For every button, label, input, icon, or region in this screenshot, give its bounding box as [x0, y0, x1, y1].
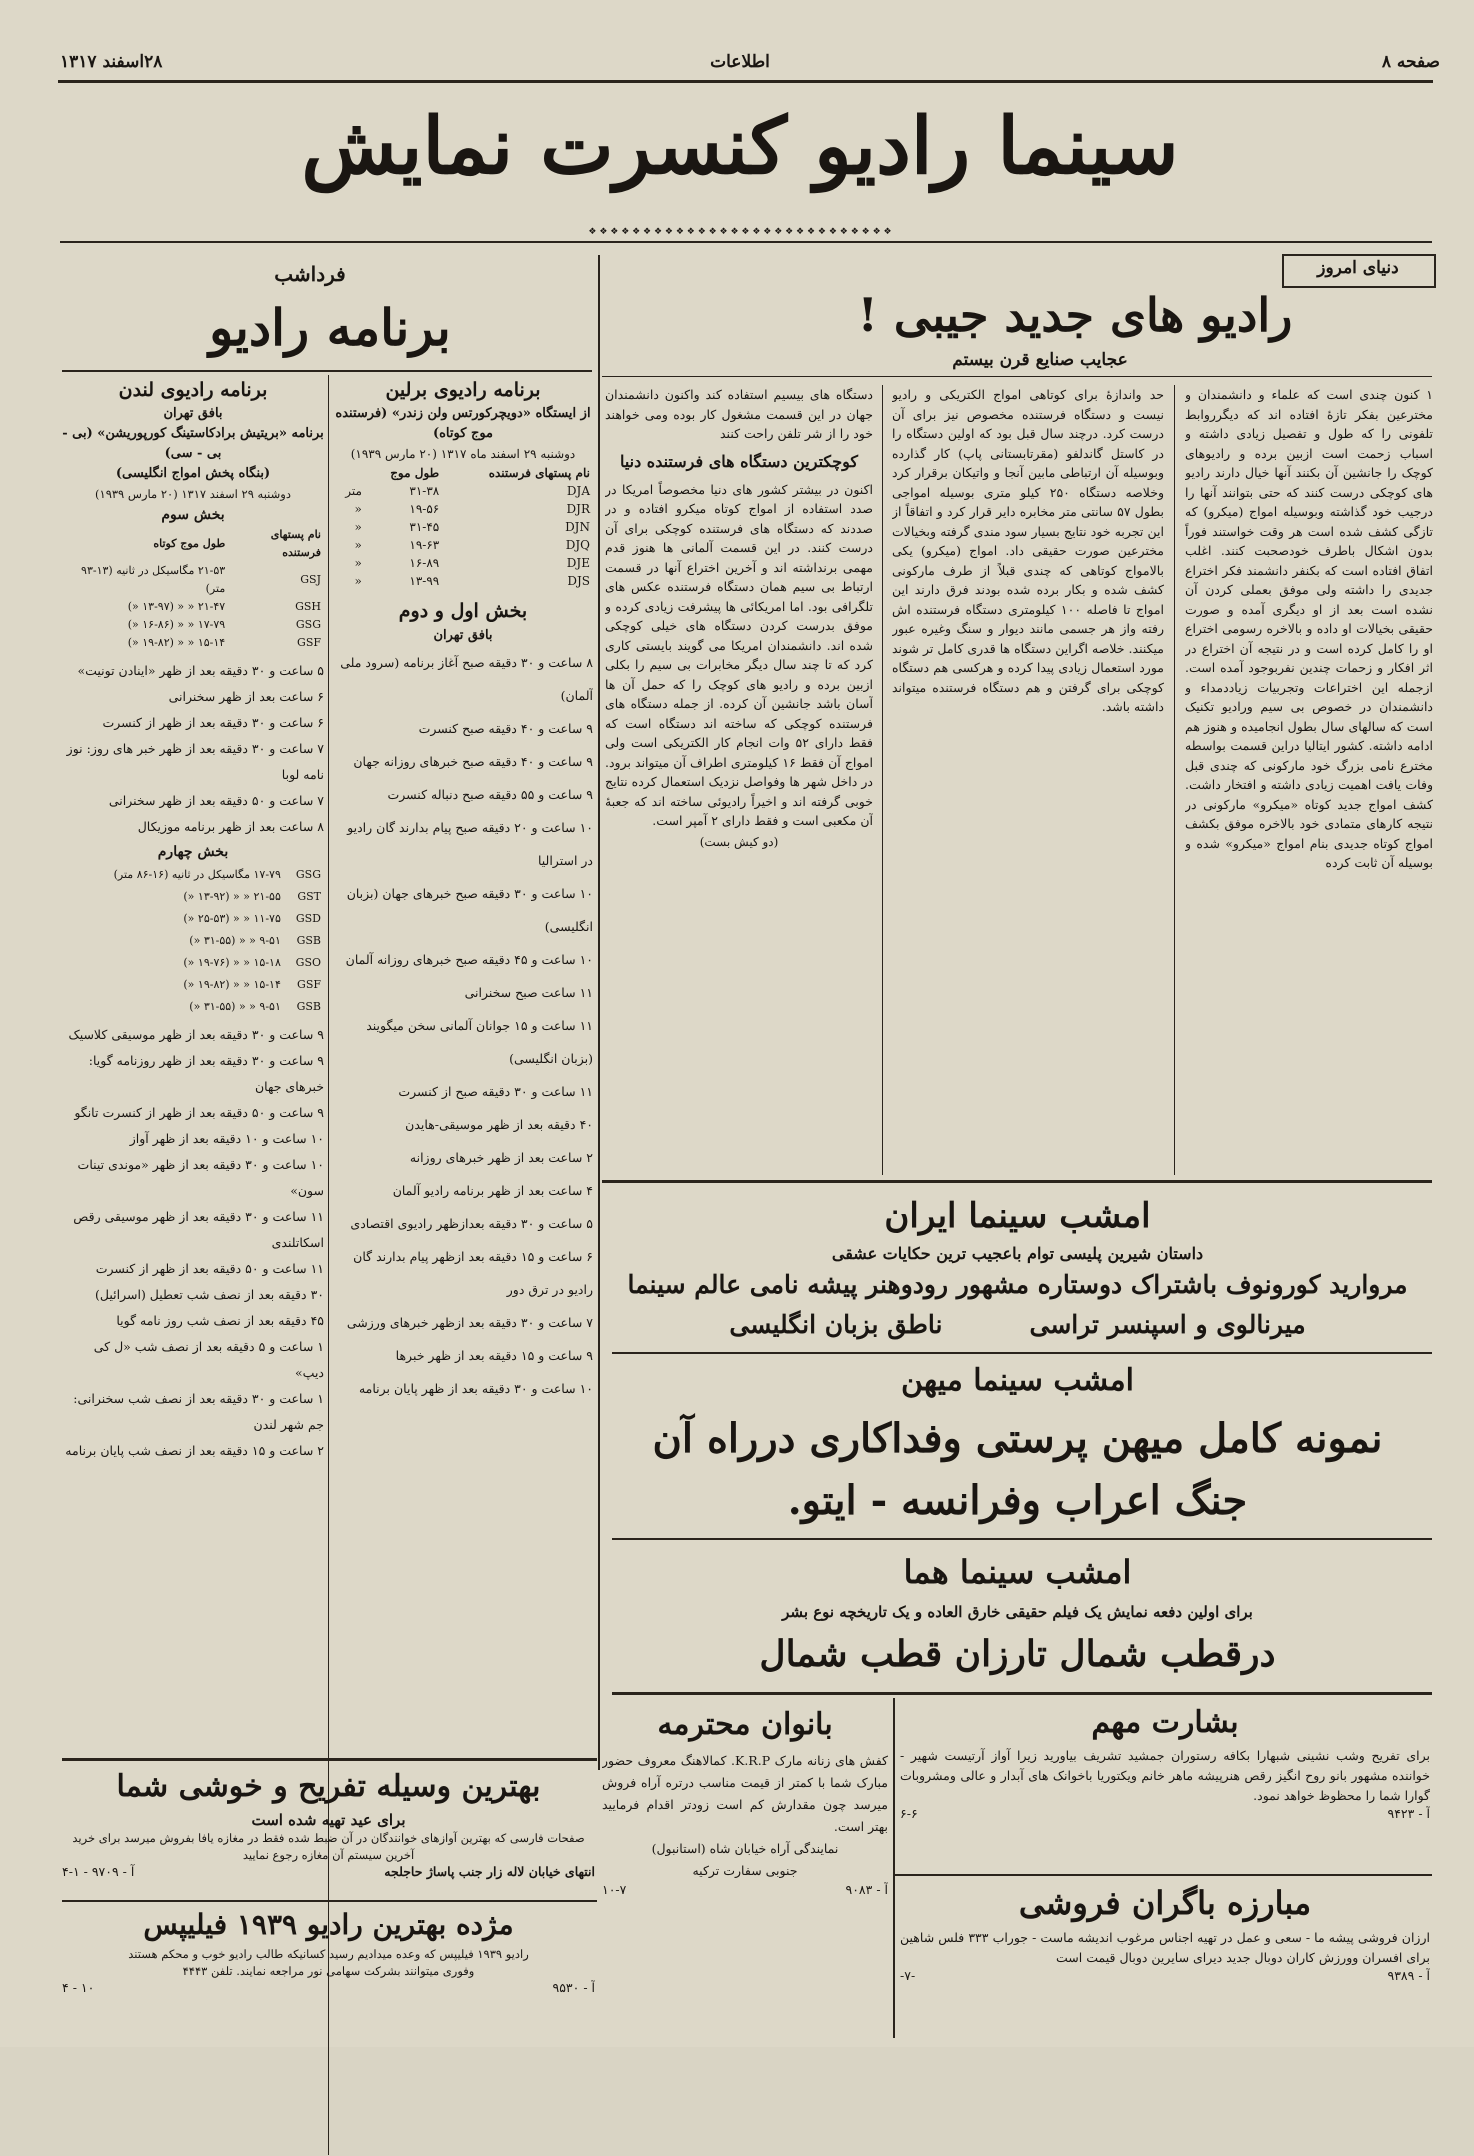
best-addr: انتهای خیابان لاله زار جنب پاساژ حاجلجه	[384, 1864, 595, 1879]
ornament-divider: ❖ ❖ ❖ ❖ ❖ ❖ ❖ ❖ ❖ ❖ ❖ ❖ ❖ ❖ ❖ ❖ ❖ ❖ ❖ ❖ ❖ ❖ ❖ ❖ ❖ ❖ ❖ ❖	[588, 227, 892, 237]
berlin-title: برنامه رادیوی برلین	[385, 379, 541, 401]
list-item: ۱۱ ساعت و ۳۰ دقیقه بعد از ظهر موسیقی رقص اسکاتلندی	[73, 1209, 324, 1250]
london-col-stations: نام پستهای فرستنده	[270, 528, 321, 559]
radio-rule	[62, 370, 592, 372]
good-codes	[900, 1806, 1430, 1821]
fight-body: ارزان فروشی پیشه ما - سعی و عمل در تهیه اجناس مرغوب اندیشه ماست - جوراب ۳۳۳ فلس شاهین برای افسران وورزش کاران دوبال جدید دیرای سایرین دوبال قیمت است	[900, 1930, 1430, 1965]
berlin-date: دوشنبه ۲۹ اسفند ماه ۱۳۱۷ (۲۰ مارس ۱۹۳۹)	[350, 447, 576, 461]
list-item: ۱۰ ساعت و ۱۰ دقیقه بعد از ظهر آواز	[129, 1131, 324, 1146]
ad-rule	[62, 1900, 597, 1902]
list-item: ۱۰ ساعت و ۲۰ دقیقه صبح پیام بدارند گان رادیو در استرالیا	[347, 820, 593, 868]
ladies-addr2: جنوبی سفارت ترکیه	[692, 1863, 798, 1878]
berlin-section-sub: بافق تهران	[433, 628, 493, 643]
berlin-col-stations: نام پستهای فرستنده	[488, 466, 590, 480]
fight-codes	[900, 1968, 1430, 1983]
best-sub: برای عید تهیه شده است	[251, 1811, 406, 1829]
berlin-list	[333, 646, 593, 1405]
header-rule	[58, 80, 1433, 83]
list-item: ۵ ساعت و ۳۰ دقیقه بعدازظهر رادیوی اقتصادی	[350, 1216, 593, 1231]
table-row: DJS ۱۳-۹۹ «	[354, 574, 590, 588]
good-title: بشارت مهم	[1091, 1705, 1239, 1740]
table-row: DJN ۳۱-۴۵ «	[354, 520, 590, 534]
list-item: ۵ ساعت و ۳۰ دقیقه بعد از ظهر «اینادن تونیت»	[77, 663, 324, 678]
ad-divider	[893, 1698, 895, 2038]
ad-rule	[612, 1692, 1432, 1695]
fight-code2: -۷-	[900, 1968, 916, 1983]
article-col3-body: اکنون در بیشتر کشور های دنیا مخصوصاً امریکا در صدد استفاده از امواج کوتاه میکرو افتاده و در صددند که دستگاه های فرستنده کوچکی برای آن درست کنند. در این قسمت آلمانی ها هنوز قدم مهمی برنداشته اند و آخرین اختراع آنها در قسمت ارتباط بی سیم همان دستگاه فرستنده عکس های تلگرافی بود. اما امریکائی ها پیشرفت زیادی کرده و موفق بدرست کردن دستگاه های خیلی کوچکی شده اند. دانشمندان امریکا می گویند بایستی کاری کرد که تا چند سال دیگر مخابرات بی سیم را بکلی ازبین برده و رادیو های کوچک را که حمل آن ها آسان باشد جانشین آن کرده. از جمله دستگاه های فرستنده کوچکی که ساخته اند دستگاه است که فقط دارای ۵۲ وات انجام کار الکتریکی است ولی امواج آن فقط ۱۶ کیلومتری اطراف آن میتواند برود. در داخل شهر ها وفواصل نزدیک استعمال کرده نتایج خوبی گرفته اند و اخیراً رادیوئی ساخته اند که جعبهٔ آن مکعبی است و فقط دارای ۲ آمپر است.	[605, 481, 873, 828]
radio-ad-body2: وفوری میتوانند بشرکت سهامی نور مراجعه نمایند. تلفن ۴۴۴۳	[182, 1964, 475, 1978]
ad-radio	[62, 1904, 595, 2034]
list-item: ۹ ساعت و ۵۵ دقیقه صبح دنباله کنسرت	[387, 787, 593, 802]
best-footer	[62, 1864, 595, 1879]
fight-code: آ - ۹۳۸۹	[1387, 1968, 1430, 1983]
cinema-iran-line2: میرنالوی و اسپنسر تراسی ناطق بزبان انگلیسی	[729, 1310, 1306, 1339]
london-note: (بنگاه پخش امواج انگلیسی)	[115, 466, 271, 481]
list-item: ۸ ساعت بعد از ظهر برنامه موزیکال	[137, 819, 324, 834]
cinema-iran-sub: داستان شیرین پلیسی توام باعجیب ترین حکایات عشقی	[831, 1244, 1204, 1263]
list-item: ۷ ساعت و ۳۰ دقیقه بعد از ظهر خبر های روز: نوز نامه لوبا	[66, 741, 324, 782]
page-number: صفحه ۸	[1381, 52, 1440, 72]
cinema-homa-line: درقطب شمال تارزان قطب شمال	[759, 1633, 1276, 1675]
best-code: آ - ۹۷۰۹ - ۱-۴	[62, 1864, 135, 1879]
list-item: ۹ ساعت و ۳۰ دقیقه بعد از ظهر روزنامه گویا: خبرهای جهان	[88, 1053, 324, 1094]
london-table4	[62, 864, 324, 1018]
table-row: GST ۲۱-۵۵ « « (۱۳-۹۲ «)	[183, 890, 321, 903]
article-col2: حد واندازهٔ برای کوتاهی امواج الکتریکی و رادیو نیست و دستگاه فرستنده مخصوص نیز برای آن درست کرد. درچند سال قبل بود که اولین دستگاه را در کاستل گاندلفو (مقرتابستانی پاپ) کار گذارده وبوسیله آن ارتباطی مابین آنجا و واتیکان برقرار کرد وخلاصه دستگاه ۲۵۰ کیلو متری بوسیله امواجی بطول ۵۷ سانتی متر مخابره دایر قرار کرد و اتفاقاً از این تجربه خود نتایج بسیار سود مندی گرفته وبخیالات مخترعین صورت حقیقی داد. امواج (میکرو) یکی بالامواج کوتاهی که چندی قبلاً از طرف مارکونی کشف شده و بکار برده شده بودند فرق دارند این امواج تا فاصله ۱۰۰ کیلومتری دستگاه فرستنده اش رفته واز هر جسمی مانند دیوار و سنگ وغیره عبور میکنند. خلاصه اگراین دستگاه ها قدری کامل تر شوند مورد استعمال زیادی پیدا کرده و هرکسی هم دستگاه کوچکی برای گرفتن و هم دستگاه فرستنده میتواند داشته باشد.	[892, 387, 1164, 714]
london-list3	[62, 658, 324, 840]
list-item: ۸ ساعت و ۳۰ دقیقه صبح آغاز برنامه (سرود ملی آلمان)	[340, 655, 593, 703]
list-item: ۱۱ ساعت صبح سخنرانی	[464, 985, 593, 1000]
list-item: ۹ ساعت و ۳۰ دقیقه بعد از ظهر موسیقی کلاسیک	[68, 1027, 324, 1042]
ladies-title: بانوان محترمه	[657, 1707, 833, 1742]
good-body: برای تفریح وشب نشینی شبهارا بکافه رستوران جمشید تشریف بیاورید زیرا آواز آرتیست شهیر - خواننده مشهور بانو روح انگیز رقص هنرپیشه ماهر خانم ویکتوریا باخوانک های آبدار و عالی ومشروبات گوارا شما را محظوظ خواهد نمود.	[900, 1748, 1430, 1803]
ladies-codes	[602, 1882, 888, 1897]
list-item: ۶ ساعت و ۱۵ دقیقه بعد ازظهر پیام بدارند گان رادیو در ترق دور	[353, 1249, 593, 1297]
list-item: ۴ ساعت بعد از ظهر برنامه رادیو آلمان	[392, 1183, 593, 1198]
ad-rule	[612, 1352, 1432, 1354]
table-row: DJE ۱۶-۸۹ «	[354, 556, 590, 570]
list-item: ۱ ساعت و ۳۰ دقیقه بعد از نصف شب سخنرانی: جم شهر لندن	[73, 1391, 324, 1432]
article-kicker: دنیای امروز	[1317, 258, 1399, 278]
radio-ad-codes	[62, 1980, 595, 1995]
article-subhead: عجایب صنایع قرن بیستم	[952, 350, 1128, 370]
london-date: دوشنبه ۲۹ اسفند ۱۳۱۷ (۲۰ مارس ۱۹۳۹)	[95, 487, 291, 501]
radio-ad-title: مژده بهترین رادیو ۱۹۳۹ فیلیپس	[143, 1908, 514, 1941]
ladies-addr: نمایندگی آراه خیابان شاه (استانبول)	[651, 1841, 839, 1856]
list-item: ۳۰ دقیقه بعد از نصف شب تعطیل (اسرائیل)	[95, 1287, 324, 1302]
berlin-section: بخش اول و دوم	[398, 600, 528, 622]
ad-fight	[900, 1878, 1430, 2028]
list-item: ۱۰ ساعت و ۴۵ دقیقه صبح خبرهای روزانه آلمان	[345, 952, 593, 967]
radio-kicker: فرداشب	[274, 262, 346, 286]
table-row: GSB ۹-۵۱ « « (۳۱-۵۵ «)	[189, 1000, 321, 1013]
list-item: ۹ ساعت و ۴۰ دقیقه صبح کنسرت	[418, 721, 593, 736]
table-row: GSF ۱۵-۱۴ « « (۱۹-۸۲ «)	[183, 978, 321, 991]
list-item: ۶ ساعت و ۳۰ دقیقه بعد از ظهر از کنسرت	[102, 715, 324, 730]
table-row: DJR ۱۹-۵۶ «	[354, 502, 590, 516]
radio-ad-code: آ - ۹۵۳۰	[552, 1980, 595, 1995]
section-rule	[60, 241, 1432, 243]
table-row: GSB ۹-۵۱ « « (۳۱-۵۵ «)	[189, 934, 321, 947]
newspaper-name: اطلاعات	[710, 52, 770, 72]
list-item: ۱۰ ساعت و ۳۰ دقیقه بعد از ظهر «موندی تینات سون»	[77, 1157, 324, 1198]
list-item: ۱ ساعت و ۵ دقیقه بعد از نصف شب «ل کی دیپ»	[93, 1339, 324, 1380]
subhead-rule	[602, 376, 1432, 377]
berlin-col-wavelength: طول موج	[390, 466, 440, 480]
table-row: GSJ ۲۱-۵۳ مگاسیکل در ثانیه (۱۳-۹۳ متر)	[81, 564, 321, 595]
list-item: ۴۰ دقیقه بعد از ظهر موسیقی-هایدن	[405, 1117, 593, 1132]
radio-headline: برنامه رادیو	[209, 298, 451, 357]
list-item: ۴۵ دقیقه بعد از نصف شب روز نامه گویا	[116, 1313, 324, 1328]
list-item: ۱۱ ساعت و ۳۰ دقیقه صبح از کنسرت	[398, 1084, 593, 1099]
ad-rule	[62, 1758, 597, 1761]
fight-title: مبارزه باگران فروشی	[1018, 1884, 1312, 1922]
table-row: GSO ۱۵-۱۸ « « (۱۹-۷۶ «)	[183, 956, 321, 969]
table-row: DJA ۳۱-۳۸ متر	[345, 484, 590, 498]
radio-ad-body: رادیو ۱۹۳۹ فیلیپس که وعده میدادیم رسید کسانیکه طالب رادیو خوب و محکم هستند	[128, 1947, 529, 1961]
london-station: برنامه «بریتیش برادکاستینگ کورپوریشن» (بی - بی - سی)	[62, 426, 324, 461]
london-list4	[62, 1022, 324, 1464]
cinema-homa-sub: برای اولین دفعه نمایش یک فیلم حقیقی خارق العاده و یک تاریخچه نوع بشر	[782, 1603, 1253, 1621]
article-col1: ۱ کنون چندی است که علماء و دانشمندان و مخترعین بفکر تازهٔ افتاده اند که دیگرروابط تلفونی را که طول و تفصیل زیادی داشته و اسباب زحمت است ازبین برده و رادیوهای کوچک را جانشین آن بکنند آنها خیال دارند رادیو های کوچکی درست کنند که حتی بتوانند آنها را درجیب خود گذاشته وبوسیله امواج (میکرو) که تازگی کشف شده است هر وقت خواستند فوراً بدون اشکال باطرف خودصحبت کنند. اغلب اتفاق افتاده است که بکنفر دانشمند فکر اختراع جدیدی را داشته ولی موفق بعملی کردن آن نشده است بعد از او دیگری آمده و صورت حقیقی بخیالات او داده و بالاخره رسومی اختراع او را کامل کرده است و در نتیجه آن اختراع در اثر افکار و زحمات چندین نفربوجود آمده است. ازجمله این اختراعات وتجربیات زیاددمداء و دانشمندان در خصوص بی سیم ورادیو تکنیک است که سالهای سال بطول انجامیده و هنوز هم ادامه داشته. کشور ایتالیا دراین قسمت بواسطه مخترع نامی بزرگ خود مارکونی که چندی قبل وفات یافت اهمیت زیادی داشته و افتخار داشت. کشف امواج جدید کوتاه «میکرو» مارکونی در نتیجه کارهای متمادی خود بالاخره موفق بکشف امواج کوتاه جدیدی بنام امواج «میکرو» شده و بوسیله آن ثابت کرده	[1185, 387, 1433, 870]
ad-best	[62, 1764, 595, 1899]
table-row: GSG ۱۷-۷۹ « « (۱۶-۸۶ «)	[127, 618, 321, 631]
article-col3-end: (دو کیش بست)	[699, 834, 779, 849]
col-rule	[1174, 385, 1175, 1175]
article-headline: رادیو های جدید جیبی !	[857, 288, 1293, 342]
london-section3: بخش سوم	[161, 507, 225, 523]
berlin-station: از ایستگاه «دویچرکورتس ولن زندر» (فرستنده موج کوتاه)	[335, 406, 591, 441]
list-item: ۹ ساعت و ۴۰ دقیقه صبح خبرهای روزانه جهان	[353, 754, 593, 769]
cinema-mihan-line2: جنگ اعراب وفرانسه - ایتو.	[787, 1477, 1248, 1524]
article-col3-subhead: کوچکترین دستگاه های فرستنده دنیا	[619, 451, 859, 471]
berlin-table	[333, 464, 593, 590]
article-col3	[605, 385, 873, 1175]
ad-ladies	[602, 1700, 888, 2030]
cinema-iran-title: امشب سینما ایران	[884, 1196, 1151, 1236]
london-col-wavelength: طول موج کوتاه	[153, 537, 226, 550]
article-end-rule	[602, 1180, 1432, 1183]
radio-ad-code2: ۱۰ - ۴	[62, 1980, 95, 1995]
ad-rule	[612, 1538, 1432, 1540]
ad-rule	[895, 1874, 1432, 1876]
london-sub: بافق تهران	[163, 406, 223, 421]
table-row: GSD ۱۱-۷۵ « « (۲۵-۵۳ «)	[183, 912, 321, 925]
list-item: ۷ ساعت و ۵۰ دقیقه بعد از ظهر سخنرانی	[108, 793, 324, 808]
best-body: صفحات فارسی که بهترین آوازهای خوانندگان در آن ضبط شده فقط در مغازه یافا بفروش میرسد برای خرید آخرین سیستم آن مغازه رجوع نمایید	[72, 1831, 585, 1862]
list-item: ۱۱ ساعت و ۵۰ دقیقه بعد از ظهر از کنسرت	[95, 1261, 324, 1276]
list-item: ۹ ساعت و ۵۰ دقیقه بعد از ظهر از کنسرت تانگو	[74, 1105, 324, 1120]
cinema-mihan-title: امشب سینما میهن	[900, 1363, 1135, 1398]
col-rule	[882, 385, 883, 1175]
column-divider	[598, 255, 600, 1770]
list-item: ۱۰ ساعت و ۳۰ دقیقه صبح خبرهای جهان (بزبان انگلیسی)	[346, 886, 593, 934]
london-table3	[62, 526, 324, 652]
list-item: ۷ ساعت و ۳۰ دقیقه بعد ازظهر خبرهای ورزشی	[346, 1315, 593, 1330]
list-item: ۶ ساعت بعد از ظهر سخنرانی	[168, 689, 324, 704]
cinema-homa-title: امشب سینما هما	[903, 1553, 1132, 1591]
list-item: ۱۰ ساعت و ۳۰ دقیقه بعد از ظهر پایان برنامه	[358, 1381, 593, 1396]
masthead-title: سینما رادیو کنسرت نمایش	[301, 101, 1179, 192]
list-item: ۲ ساعت بعد از ظهر خبرهای روزانه	[409, 1150, 593, 1165]
issue-date: ۲۸اسفند ۱۳۱۷	[60, 52, 163, 72]
good-code2: ۶-۶	[900, 1806, 918, 1821]
best-title: بهترین وسیله تفریح و خوشی شما	[116, 1769, 541, 1804]
table-row: GSH ۲۱-۴۷ « « (۱۳-۹۷ «)	[127, 600, 321, 613]
article-col3-intro: دستگاه های بیسیم استفاده کند واکنون دانشمندان جهان در این قسمت مشغول کار بوده ومی خواهند خود را از شر تلفن راحت کنند	[605, 387, 873, 441]
ad-good-news	[900, 1700, 1430, 1870]
list-item: ۱۱ ساعت و ۱۵ جوانان آلمانی سخن میگویند (بزبان انگلیسی)	[366, 1018, 593, 1066]
ladies-code: آ - ۹۰۸۳	[845, 1882, 888, 1897]
table-row: GSG ۱۷-۷۹ مگاسیکل در ثانیه (۱۶-۸۶ متر)	[113, 868, 321, 881]
table-row: GSF ۱۵-۱۴ « « (۱۹-۸۲ «)	[127, 636, 321, 649]
good-code: آ - ۹۴۲۳	[1387, 1806, 1430, 1821]
london-section4: بخش چهارم	[157, 844, 229, 860]
ladies-body: کفش های زنانه مارک K.R.P. کمالاهنگ معروف حضور مبارک شما با کمتر از قیمت مناسب درتره آراه فروش میرسد چون مقدارش کم است زودتر اقدام فرمایید بهتر است.	[602, 1753, 888, 1834]
list-item: ۲ ساعت و ۱۵ دقیقه بعد از نصف شب پایان برنامه	[65, 1443, 324, 1458]
table-row: DJQ ۱۹-۶۳ «	[354, 538, 590, 552]
london-title: برنامه رادیوی لندن	[118, 379, 268, 401]
cinema-iran-line1: مروارید کورونوف باشتراک دوستاره مشهور رودوهنر پیشه نامی عالم سینما	[627, 1270, 1408, 1299]
cinema-mihan-line1: نمونه کامل میهن پرستی وفداکاری درراه آن	[652, 1415, 1383, 1462]
ladies-code2: ۱۰-۷	[602, 1882, 627, 1897]
list-item: ۹ ساعت و ۱۵ دقیقه بعد از ظهر خبرها	[395, 1348, 593, 1363]
